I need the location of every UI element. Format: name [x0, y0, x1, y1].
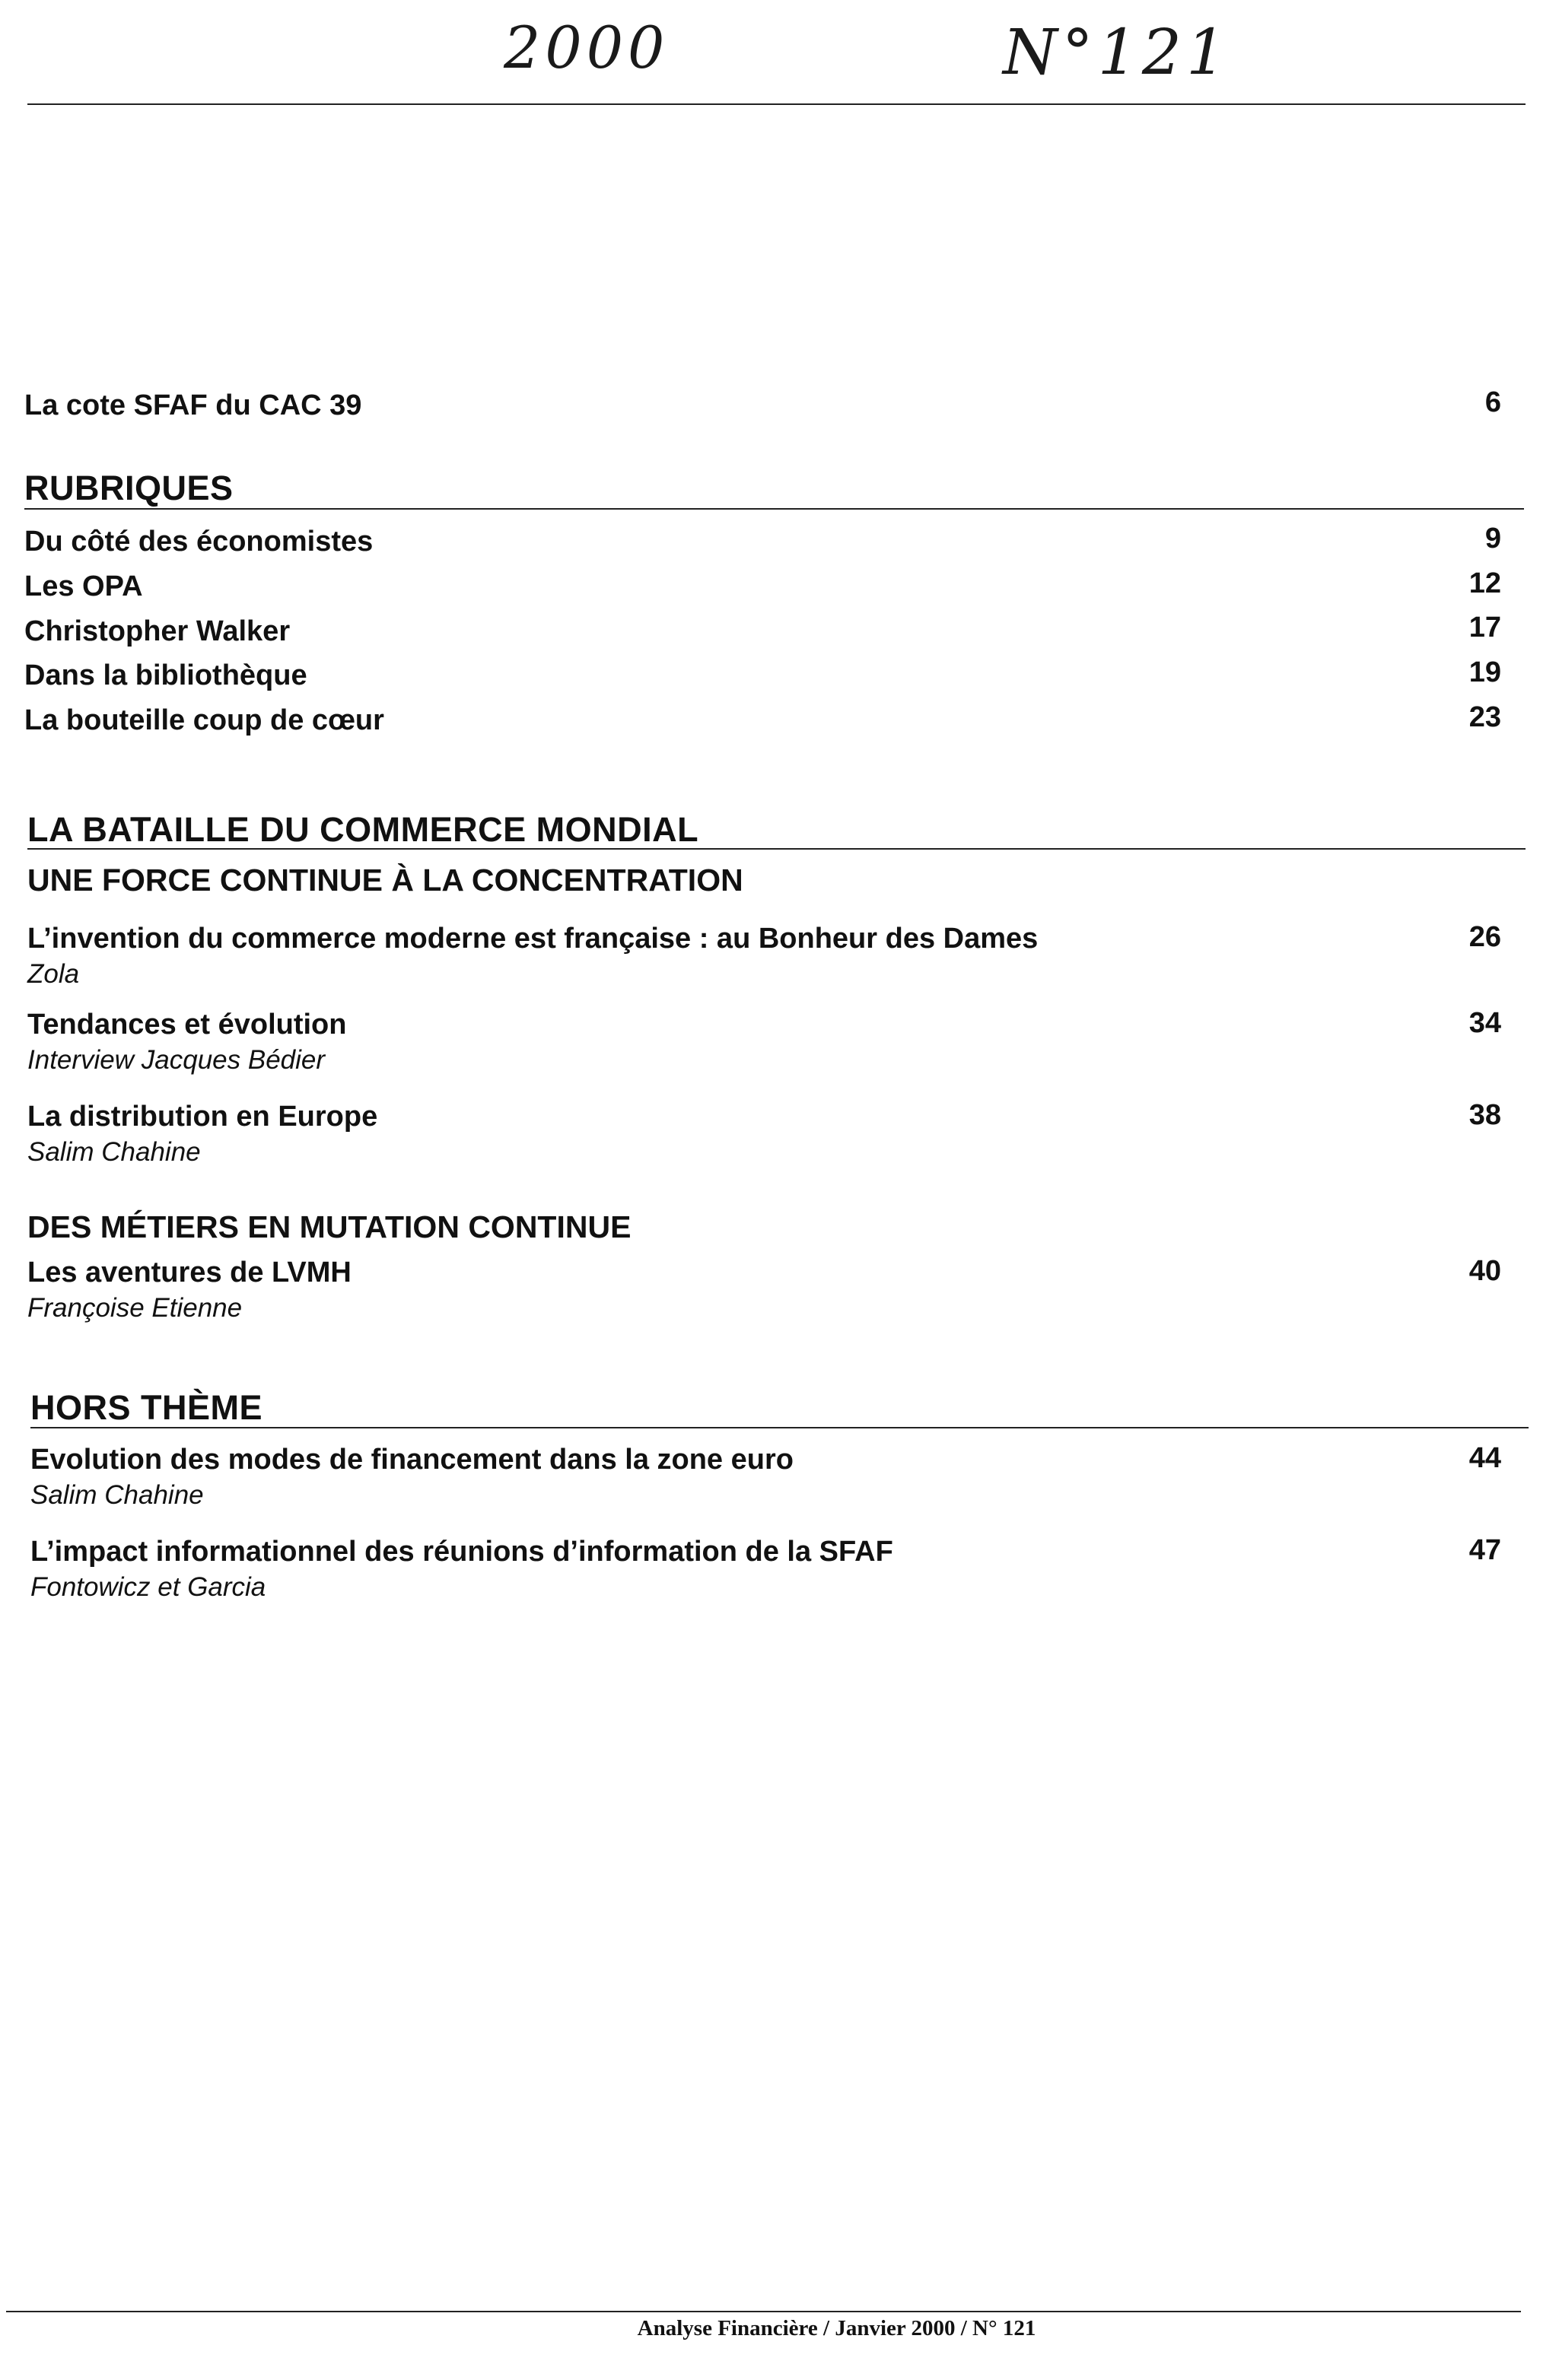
- toc-page-number: 40: [1468, 1255, 1501, 1287]
- handwritten-year: 2000: [504, 14, 670, 81]
- toc-page-number: 17: [1468, 612, 1501, 643]
- toc-page-number: 47: [1468, 1534, 1501, 1566]
- toc-entry-title: La cote SFAF du CAC 39: [24, 389, 362, 421]
- toc-entry-author: Interview Jacques Bédier: [27, 1045, 326, 1075]
- toc-page-number: 23: [1468, 701, 1501, 733]
- toc-page-number: 34: [1468, 1007, 1501, 1039]
- section-heading-bataille: LA BATAILLE DU COMMERCE MONDIAL: [27, 810, 699, 849]
- toc-page-number: 9: [1484, 523, 1501, 554]
- toc-entry-title: Christopher Walker: [24, 615, 291, 647]
- toc-page-number: 19: [1468, 656, 1501, 688]
- page-footer: [0, 2315, 1559, 2341]
- toc-entry-author: Françoise Etienne: [27, 1293, 243, 1323]
- top-rule: [27, 103, 1526, 105]
- toc-entry-title: Du côté des économistes: [24, 526, 374, 558]
- section-heading-rubriques: RUBRIQUES: [24, 469, 234, 507]
- toc-entry-title: L’invention du commerce moderne est française : au Bonheur des Dames: [27, 923, 1039, 955]
- section-heading-hors-theme: HORS THÈME: [30, 1388, 263, 1427]
- toc-entry-title: Les aventures de LVMH: [27, 1257, 352, 1289]
- toc-entry-author: Zola: [27, 959, 80, 989]
- toc-entry-title: Evolution des modes de financement dans la zone euro: [30, 1444, 794, 1476]
- toc-page-number: 38: [1468, 1099, 1501, 1131]
- toc-entry-title: La distribution en Europe: [27, 1101, 378, 1133]
- toc-entry-author: Salim Chahine: [27, 1137, 201, 1167]
- footer-rule: [6, 2311, 1521, 2312]
- toc-page-number: 6: [1484, 386, 1501, 418]
- section-rule: [30, 1427, 1529, 1428]
- toc-entry-author: Fontowicz et Garcia: [30, 1572, 266, 1602]
- toc-page-number: 12: [1468, 567, 1501, 599]
- section-rule: [24, 508, 1524, 510]
- toc-entry-title: La bouteille coup de cœur: [24, 704, 384, 736]
- subsection-heading-concentration: UNE FORCE CONTINUE À LA CONCENTRATION: [27, 863, 743, 898]
- toc-entry-title: Tendances et évolution: [27, 1009, 347, 1041]
- subsection-heading-metiers: DES MÉTIERS EN MUTATION CONTINUE: [27, 1209, 632, 1244]
- toc-entry-author: Salim Chahine: [30, 1480, 204, 1510]
- section-rule: [27, 848, 1526, 850]
- toc-entry-title: Les OPA: [24, 570, 143, 602]
- toc-page-number: 26: [1468, 921, 1501, 953]
- handwritten-issue-number: N°121: [1003, 17, 1231, 89]
- footer-text: Analyse Financière / Janvier 2000 / N° 121: [637, 2316, 1036, 2340]
- toc-entry-title: L’impact informationnel des réunions d’information de la SFAF: [30, 1536, 893, 1568]
- toc-entry-title: Dans la bibliothèque: [24, 659, 307, 691]
- toc-page-number: 44: [1468, 1442, 1501, 1474]
